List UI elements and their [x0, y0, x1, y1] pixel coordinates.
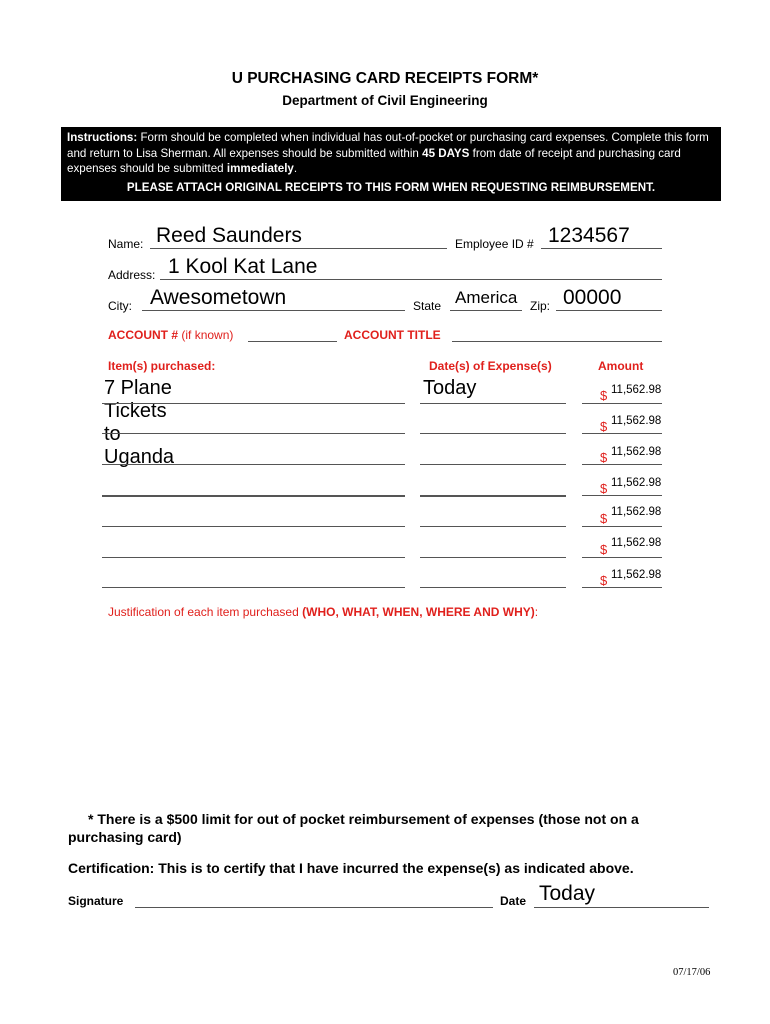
zip-label: Zip:: [530, 299, 551, 313]
employee-id-field[interactable]: 1234567: [548, 224, 630, 247]
city-field[interactable]: Awesometown: [150, 286, 287, 309]
account-label: ACCOUNT #: [108, 328, 179, 342]
instructions-text-2: from date of receipt and purchasing card expenses should be submitted: [67, 146, 681, 175]
row-5-amount[interactable]: 11,562.98: [611, 506, 662, 518]
row-6-currency: $: [600, 542, 608, 557]
justification-colon: :: [534, 605, 539, 619]
row-2-currency: $: [600, 419, 608, 434]
certification-statement: Certification: This is to certify that I have incurred the expense(s) as indicated above.: [68, 860, 634, 876]
row-3-date-line: [420, 464, 566, 465]
row-1-item[interactable]: 7 Plane Tickets to Uganda: [104, 377, 175, 468]
dates-header: Date(s) of Expense(s): [429, 359, 552, 373]
row-1-date-line: [420, 403, 566, 404]
row-5-amount-line: [582, 526, 662, 527]
name-underline: [150, 248, 447, 249]
instructions-text: [67, 130, 715, 177]
row-6-amount[interactable]: 11,562.98: [611, 537, 662, 549]
date-underline: [534, 907, 709, 908]
state-underline: [450, 310, 522, 311]
state-label: State: [413, 299, 442, 313]
row-4-currency: $: [600, 481, 608, 496]
account-number-field[interactable]: [248, 341, 337, 342]
attach-receipts-note: PLEASE ATTACH ORIGINAL RECEIPTS TO THIS FORM WHEN REQUESTING REIMBURSEMENT.: [126, 180, 656, 194]
justification-emphasis: (WHO, WHAT, WHEN, WHERE AND WHY): [302, 605, 535, 619]
instructions-box: [61, 127, 721, 201]
row-7-currency: $: [600, 573, 608, 588]
address-underline: [160, 279, 662, 280]
row-5-currency: $: [600, 511, 608, 526]
instructions-text-1: Form should be completed when individual has out-of-pocket or purchasing card expenses. Complete this form and return to Lisa Sherman. All expenses should be submitted within: [67, 131, 709, 160]
row-1-amount[interactable]: 11,562.98: [611, 384, 662, 396]
row-3-amount[interactable]: 11,562.98: [611, 446, 662, 458]
zip-field[interactable]: 00000: [563, 286, 622, 309]
row-5-date-line: [420, 526, 566, 527]
items-header: Item(s) purchased:: [108, 359, 216, 373]
instructions-days: 45 DAYS: [422, 146, 470, 160]
address-label: Address:: [108, 268, 156, 282]
form-subtitle: Department of Civil Engineering: [282, 93, 488, 108]
row-2-amount[interactable]: 11,562.98: [611, 415, 662, 427]
justification-field[interactable]: [108, 625, 662, 795]
city-underline: [142, 310, 405, 311]
row-4-amount[interactable]: 11,562.98: [611, 477, 662, 489]
account-hint: (if known): [181, 328, 234, 342]
account-title-label: ACCOUNT TITLE: [344, 328, 441, 342]
signature-label: Signature: [68, 894, 124, 908]
form-title: U PURCHASING CARD RECEIPTS FORM*: [231, 70, 539, 87]
row-3-currency: $: [600, 450, 608, 465]
row-7-amount-line: [582, 587, 662, 588]
row-1-item-line: [102, 403, 405, 404]
instructions-period: .: [293, 162, 298, 175]
row-7-date-line: [420, 587, 566, 588]
limit-note: * There is a $500 limit for out of pocket reimbursement of expenses (those not on a purchasing card): [68, 811, 639, 845]
row-2-item-line: [102, 433, 405, 434]
justification-text: Justification of each item purchased: [108, 605, 299, 619]
row-2-amount-line: [582, 433, 662, 434]
employee-id-label: Employee ID #: [455, 237, 534, 251]
zip-underline: [556, 310, 662, 311]
name-field[interactable]: Reed Saunders: [156, 224, 302, 247]
date-label: Date: [500, 894, 527, 908]
account-number-label: [108, 328, 233, 342]
row-4-item-line: [102, 495, 405, 497]
state-field[interactable]: America: [455, 288, 518, 307]
amount-header: Amount: [598, 359, 644, 373]
address-field[interactable]: 1 Kool Kat Lane: [168, 255, 318, 278]
row-7-item-line: [102, 587, 405, 588]
date-field[interactable]: Today: [539, 882, 596, 905]
row-6-amount-line: [582, 557, 662, 558]
row-3-item-line: [102, 464, 405, 465]
row-3-amount-line: [582, 464, 662, 465]
row-4-amount-line: [582, 495, 662, 496]
row-1-date[interactable]: Today: [423, 377, 477, 399]
employee-id-underline: [541, 248, 662, 249]
row-2-date-line: [420, 433, 566, 434]
row-1-currency: $: [600, 388, 608, 403]
revision-date: 07/17/06: [673, 967, 711, 978]
row-6-date-line: [420, 557, 566, 558]
instructions-label: Instructions:: [67, 131, 138, 144]
row-7-amount[interactable]: 11,562.98: [611, 569, 662, 581]
justification-label: [108, 605, 538, 619]
signature-field[interactable]: [135, 907, 493, 908]
row-1-amount-line: [582, 403, 662, 404]
name-label: Name:: [108, 237, 144, 251]
account-title-field[interactable]: [452, 341, 662, 342]
city-label: City:: [108, 299, 132, 313]
row-6-item-line: [102, 557, 405, 558]
row-4-date-line: [420, 495, 566, 497]
instructions-immediately: immediately: [226, 162, 294, 175]
row-5-item-line: [102, 526, 405, 527]
